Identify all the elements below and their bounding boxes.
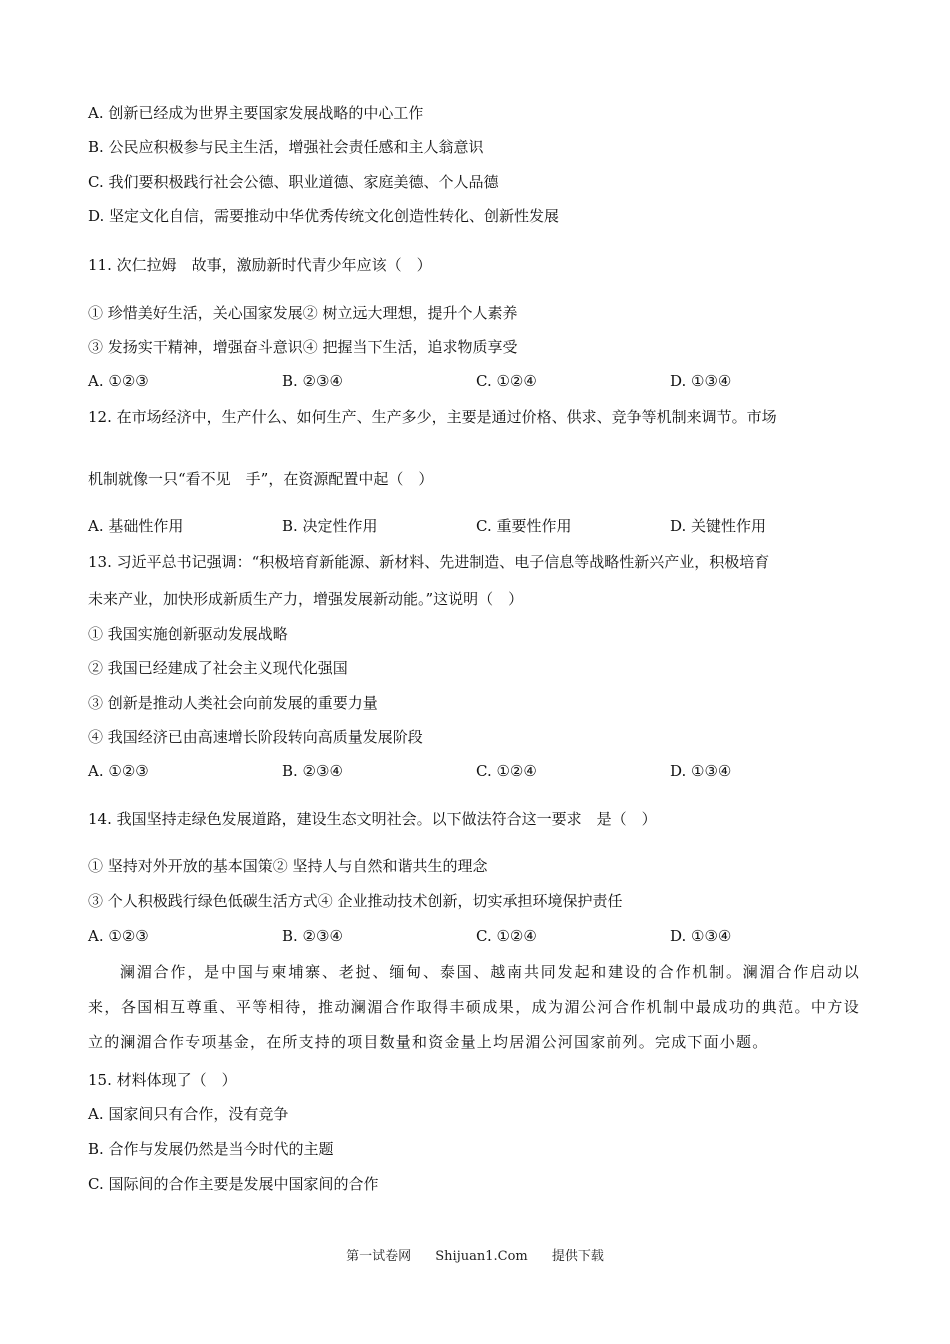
q14-options xyxy=(88,926,868,946)
q15-option-c: C. 国际间的合作主要是发展中国家间的合作 xyxy=(88,1175,379,1193)
q14-option-b: B. ②③④ xyxy=(282,927,343,945)
q12-option-d: D. 关键性作用 xyxy=(670,517,767,535)
footer-site-url: Shijuan1.Com xyxy=(435,1249,528,1264)
q14-option-d: D. ①③④ xyxy=(670,927,732,945)
q12-stem-line1: 12. 在市场经济中，生产什么、如何生产、生产多少，主要是通过价格、供求、竞争等机制来调节。市场 xyxy=(88,408,777,426)
q11-options xyxy=(88,371,868,391)
q12-option-a: A. 基础性作用 xyxy=(88,517,184,535)
q14-option-c: C. ①②④ xyxy=(476,927,537,945)
q13-options xyxy=(88,761,868,781)
passage-text: 澜湄合作，是中国与柬埔寨、老挝、缅甸、泰国、越南共同发起和建设的合作机制。澜湄合作启动以来，各国相互尊重、平等相待，推动澜湄合作取得丰硕成果，成为湄公河合作机制中最成功的典范。中方设立的澜湄合作专项基金，在所支持的项目数量和资金量上均居湄公河国家前列。完成下面小题。 xyxy=(88,963,860,1051)
q11-option-b: B. ②③④ xyxy=(282,372,343,390)
q11-item-2: ③ 发扬实干精神，增强奋斗意识④ 把握当下生活，追求物质享受 xyxy=(88,338,518,356)
q13-stem-line1: 13. 习近平总书记强调：“积极培育新能源、新材料、先进制造、电子信息等战略性新兴产业，积极培育 xyxy=(88,553,770,571)
page-footer xyxy=(0,1245,950,1264)
q13-option-b: B. ②③④ xyxy=(282,762,343,780)
q10-option-a: A. 创新已经成为世界主要国家发展战略的中心工作 xyxy=(88,104,424,122)
q13-option-c: C. ①②④ xyxy=(476,762,537,780)
q15-stem: 15. 材料体现了（ ） xyxy=(88,1071,237,1089)
q12-stem-line2: 机制就像一只“看不见 手”，在资源配置中起（ ） xyxy=(88,470,434,488)
q13-item-4: ④ 我国经济已由高速增长阶段转向高质量发展阶段 xyxy=(88,728,423,746)
q11-item-1: ① 珍惜美好生活，关心国家发展② 树立远大理想，提升个人素养 xyxy=(88,304,518,322)
q13-item-2: ② 我国已经建成了社会主义现代化强国 xyxy=(88,659,348,677)
q11-stem: 11. 次仁拉姆 故事，激励新时代青少年应该（ ） xyxy=(88,256,432,274)
q14-stem: 14. 我国坚持走绿色发展道路，建设生态文明社会。以下做法符合这一要求 是（ ） xyxy=(88,810,657,828)
q13-item-3: ③ 创新是推动人类社会向前发展的重要力量 xyxy=(88,694,378,712)
q15-option-b: B. 合作与发展仍然是当今时代的主题 xyxy=(88,1140,334,1158)
q10-option-d: D. 坚定文化自信，需要推动中华优秀传统文化创造性转化、创新性发展 xyxy=(88,207,560,225)
footer-site-name: 第一试卷网 xyxy=(346,1249,412,1264)
q11-option-d: D. ①③④ xyxy=(670,372,732,390)
q13-item-1: ① 我国实施创新驱动发展战略 xyxy=(88,625,288,643)
q11-option-c: C. ①②④ xyxy=(476,372,537,390)
q14-item-2: ③ 个人积极践行绿色低碳生活方式④ 企业推动技术创新，切实承担环境保护责任 xyxy=(88,892,623,910)
q14-option-a: A. ①②③ xyxy=(88,927,149,945)
q15-option-a: A. 国家间只有合作，没有竞争 xyxy=(88,1105,289,1123)
q13-option-d: D. ①③④ xyxy=(670,762,732,780)
q13-option-a: A. ①②③ xyxy=(88,762,149,780)
q10-option-b: B. 公民应积极参与民主生活，增强社会责任感和主人翁意识 xyxy=(88,138,484,156)
footer-download-text: 提供下载 xyxy=(551,1249,604,1264)
q14-item-1: ① 坚持对外开放的基本国策② 坚持人与自然和谐共生的理念 xyxy=(88,857,488,875)
q12-options xyxy=(88,516,868,536)
q12-option-b: B. 决定性作用 xyxy=(282,517,378,535)
q11-option-a: A. ①②③ xyxy=(88,372,149,390)
q13-stem-line2: 未来产业，加快形成新质生产力，增强发展新动能。”这说明（ ） xyxy=(88,590,524,608)
reading-passage xyxy=(88,955,860,1060)
q10-option-c: C. 我们要积极践行社会公德、职业道德、家庭美德、个人品德 xyxy=(88,173,499,191)
q12-option-c: C. 重要性作用 xyxy=(476,517,572,535)
